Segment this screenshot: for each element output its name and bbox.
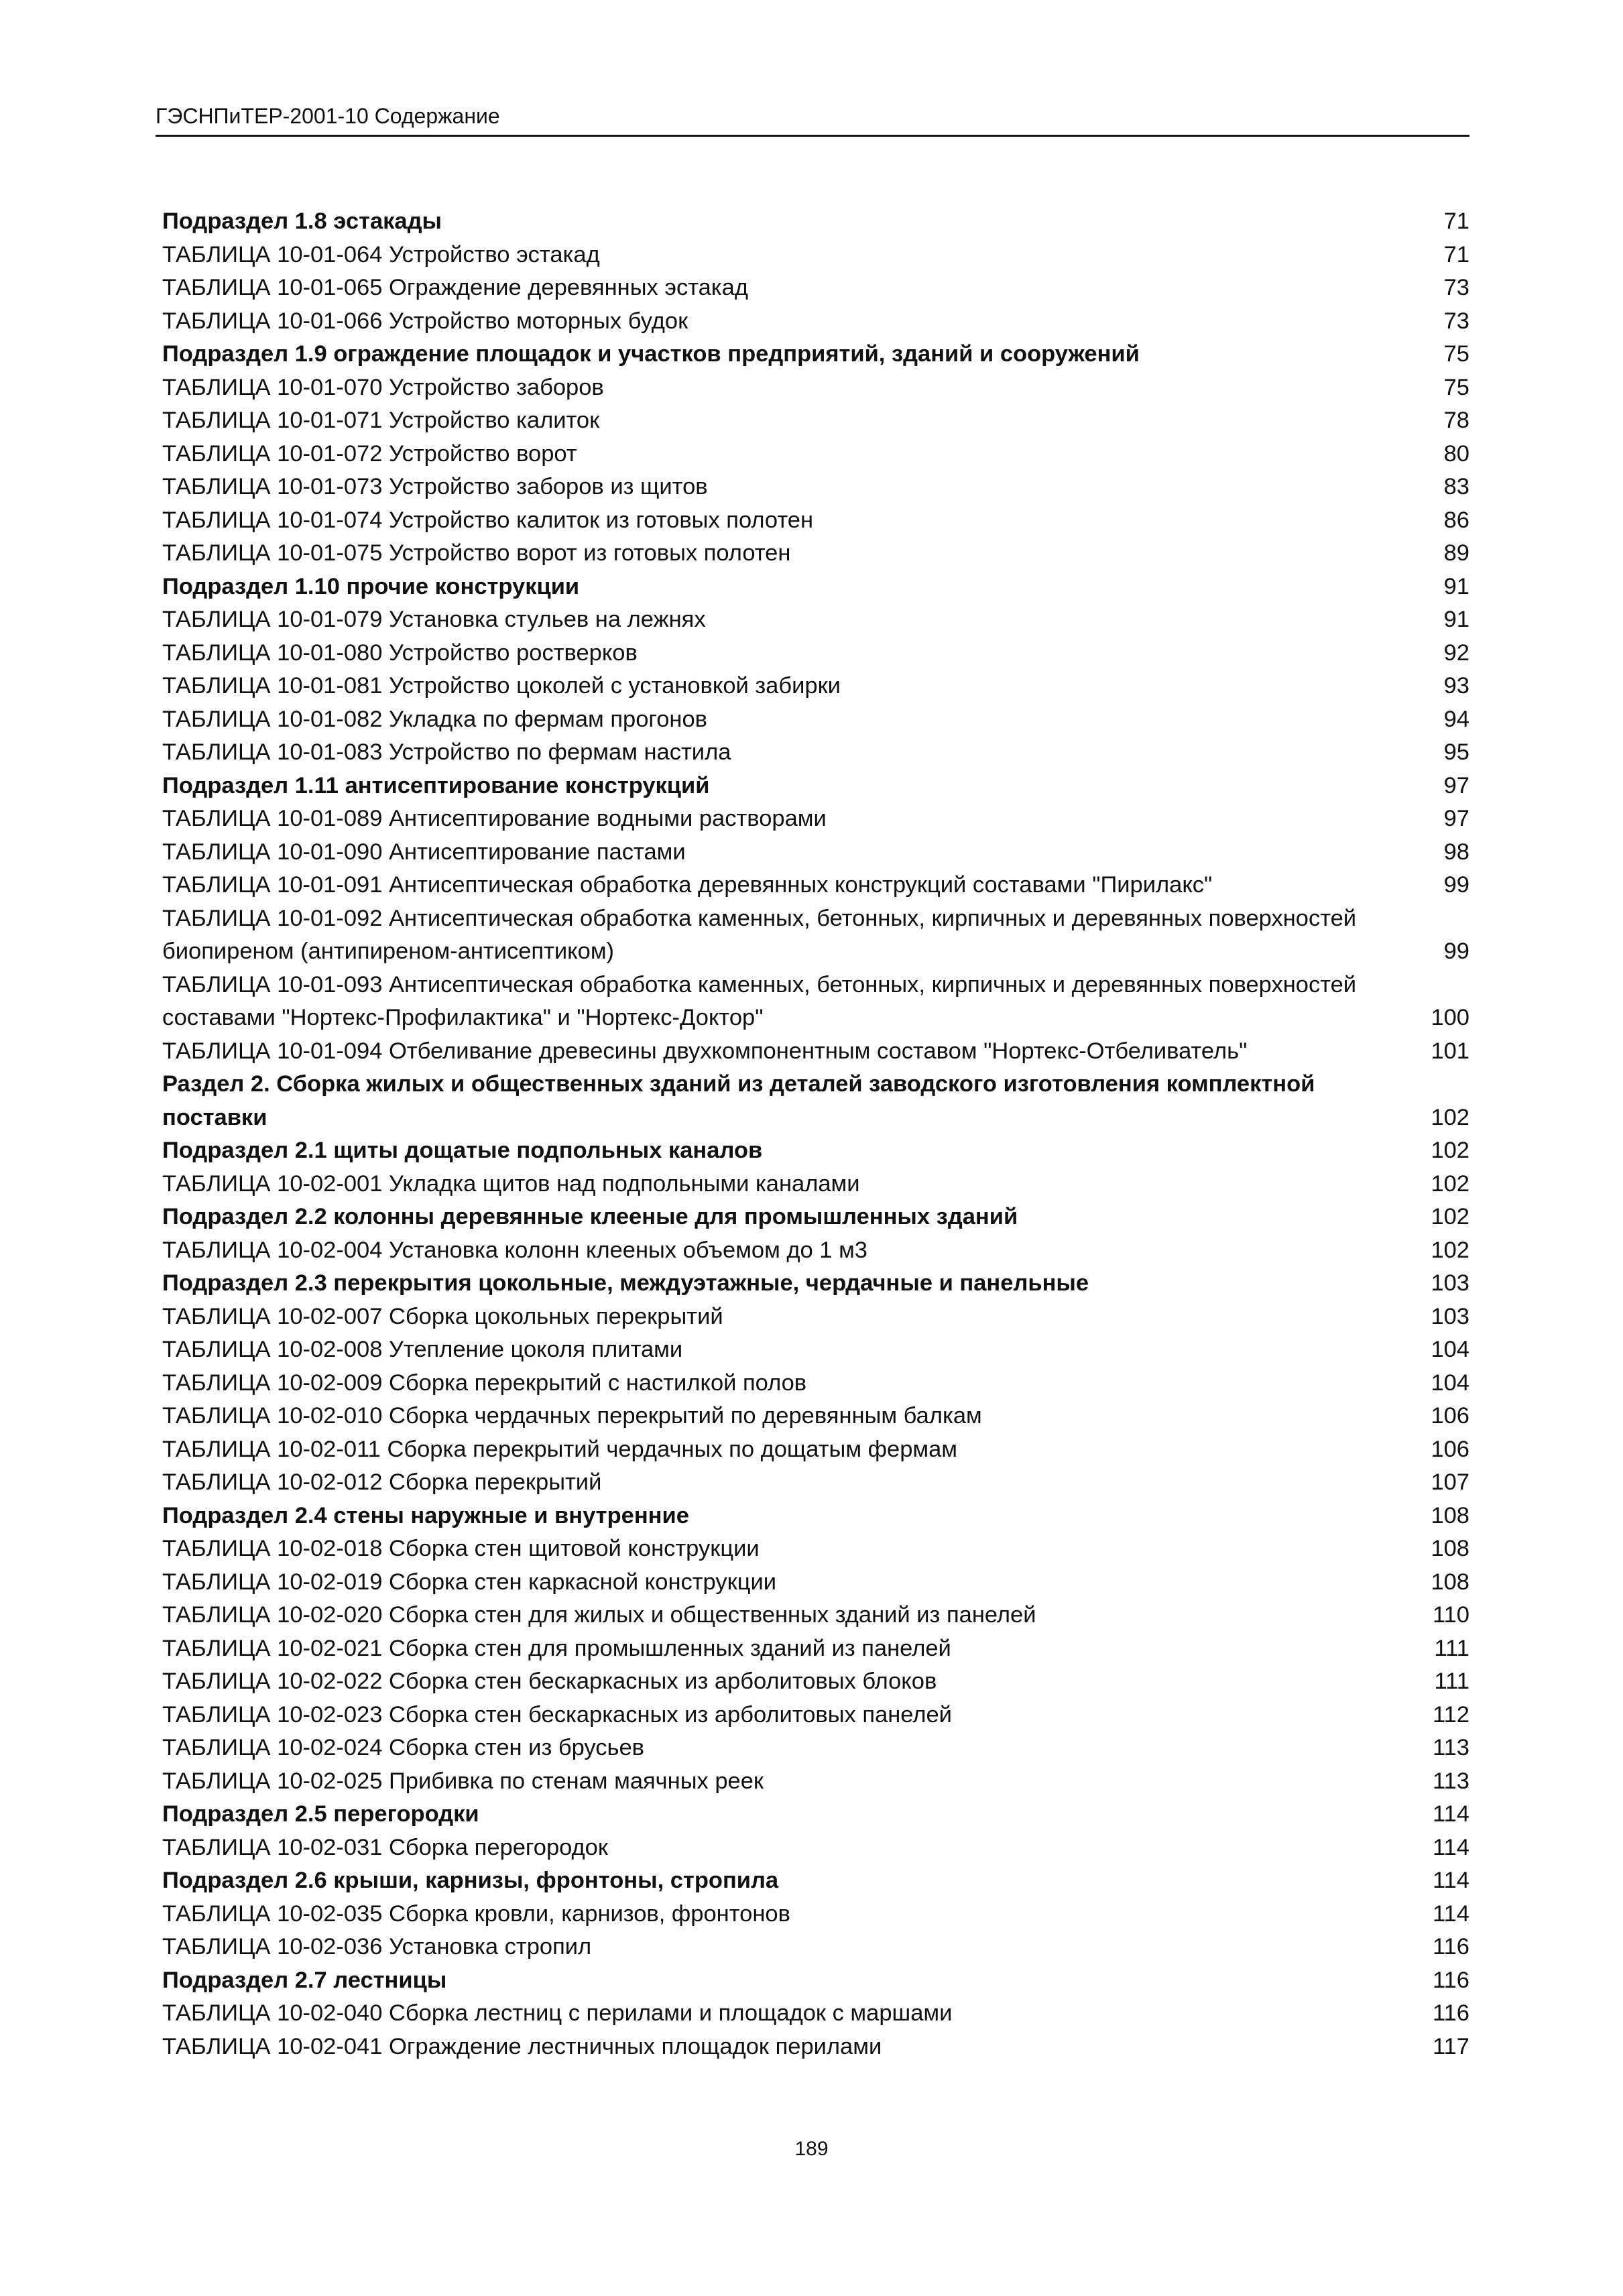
toc-section-heading[interactable] <box>162 1068 1469 1134</box>
toc-section-heading[interactable] <box>162 1134 1469 1168</box>
toc-entry-page: 116 <box>1432 1967 1469 1993</box>
toc-entry-title: ТАБЛИЦА 10-02-025 Прибивка по стенам маячных реек <box>162 1768 764 1794</box>
toc-entry-page: 116 <box>1432 2000 1469 2026</box>
toc-entry-page: 91 <box>1443 607 1469 632</box>
toc-entry-page: 99 <box>1443 939 1469 964</box>
toc-entry-page: 114 <box>1432 1801 1469 1827</box>
toc-entry-page: 102 <box>1431 1104 1469 1130</box>
toc-entry-title: Подраздел 2.3 перекрытия цокольные, междуэтажные, чердачные и панельные <box>162 1270 1089 1296</box>
toc-entry-title: ТАБЛИЦА 10-02-022 Сборка стен бескаркасных из арболитовых блоков <box>162 1669 937 1694</box>
toc-entry-page: 117 <box>1432 2033 1469 2059</box>
toc-entry-page: 83 <box>1443 474 1469 499</box>
toc-entry-page: 110 <box>1432 1602 1469 1628</box>
toc-entry-page: 100 <box>1431 1005 1469 1030</box>
toc-entry-page: 103 <box>1431 1303 1469 1329</box>
toc-entry-title: ТАБЛИЦА 10-01-071 Устройство калиток <box>162 408 600 433</box>
toc-section-heading[interactable] <box>162 205 1469 239</box>
toc-entry[interactable] <box>162 471 1469 504</box>
toc-entry-title: ТАБЛИЦА 10-02-024 Сборка стен из брусьев <box>162 1735 645 1760</box>
toc-entry-title: ТАБЛИЦА 10-01-080 Устройство ростверков <box>162 640 638 666</box>
page-header <box>156 103 1469 137</box>
toc-entry-page: 108 <box>1431 1536 1469 1561</box>
toc-entry-page: 86 <box>1443 507 1469 533</box>
toc-entry-title: ТАБЛИЦА 10-01-065 Ограждение деревянных эстакад <box>162 275 748 300</box>
toc-entry-title: ТАБЛИЦА 10-01-094 Отбеливание древесины двухкомпонентным составом "Нортекс-Отбеливатель" <box>162 1038 1248 1064</box>
toc-entry-title: ТАБЛИЦА 10-01-082 Укладка по фермам прогонов <box>162 706 707 732</box>
toc-entry-title: ТАБЛИЦА 10-02-007 Сборка цокольных перекрытий <box>162 1303 723 1329</box>
toc-entry[interactable] <box>162 969 1469 1035</box>
toc-entry-title: ТАБЛИЦА 10-01-083 Устройство по фермам настила <box>162 739 731 765</box>
toc-entry[interactable] <box>162 1566 1469 1599</box>
toc-entry-title: Подраздел 1.8 эстакады <box>162 208 442 234</box>
toc-entry-title: ТАБЛИЦА 10-01-079 Установка стульев на лежнях <box>162 607 706 632</box>
toc-entry-title: Раздел 2. Сборка жилых и общественных зданий из деталей заводского изготовления комплектной поставки <box>162 1071 1315 1130</box>
toc-entry-page: 71 <box>1443 208 1469 234</box>
toc-entry-title: ТАБЛИЦА 10-01-092 Антисептическая обработка каменных, бетонных, кирпичных и деревянных поверхностей биопиреном (антипиреном-антисептиком) <box>162 905 1357 964</box>
toc-section-heading[interactable] <box>162 770 1469 803</box>
toc-entry[interactable] <box>162 1168 1469 1201</box>
toc-entry[interactable] <box>162 1665 1469 1699</box>
toc-entry-title: ТАБЛИЦА 10-01-070 Устройство заборов <box>162 374 604 400</box>
toc-entry-page: 114 <box>1432 1868 1469 1893</box>
toc-entry-page: 104 <box>1431 1337 1469 1362</box>
toc-entry-title: Подраздел 2.2 колонны деревянные клееные для промышленных зданий <box>162 1204 1018 1229</box>
toc-entry-page: 102 <box>1431 1170 1469 1197</box>
toc-entry-title: ТАБЛИЦА 10-02-010 Сборка чердачных перекрытий по деревянным балкам <box>162 1403 982 1429</box>
toc-section-heading[interactable] <box>162 338 1469 371</box>
toc-entry-title: ТАБЛИЦА 10-02-011 Сборка перекрытий чердачных по дощатым фермам <box>162 1436 958 1462</box>
toc-entry[interactable] <box>162 902 1469 969</box>
toc-entry-page: 114 <box>1432 1900 1469 1927</box>
toc-entry-page: 102 <box>1431 1204 1469 1229</box>
toc-entry-page: 89 <box>1443 540 1469 566</box>
toc-entry-title: Подраздел 2.1 щиты дощатые подпольных каналов <box>162 1138 763 1163</box>
toc-entry[interactable] <box>162 836 1469 869</box>
toc-entry-page: 108 <box>1431 1502 1469 1528</box>
toc-entry-page: 101 <box>1431 1038 1469 1064</box>
toc-section-heading[interactable] <box>162 1864 1469 1898</box>
toc-entry[interactable] <box>162 1831 1469 1865</box>
toc-entry[interactable] <box>162 1599 1469 1632</box>
toc-entry-title: ТАБЛИЦА 10-02-012 Сборка перекрытий <box>162 1469 602 1495</box>
toc-entry-page: 97 <box>1443 772 1469 798</box>
toc-entry-page: 75 <box>1443 374 1469 400</box>
toc-entry-page: 93 <box>1443 673 1469 699</box>
toc-entry[interactable] <box>162 1632 1469 1666</box>
toc-section-heading[interactable] <box>162 1964 1469 1998</box>
toc-entry[interactable] <box>162 869 1469 902</box>
toc-entry-title: ТАБЛИЦА 10-02-035 Сборка кровли, карнизов, фронтонов <box>162 1900 790 1927</box>
toc-entry-title: ТАБЛИЦА 10-01-093 Антисептическая обработка каменных, бетонных, кирпичных и деревянных поверхностей составами "Нортекс-Профилактика" и "Нортекс-Доктор" <box>162 971 1357 1030</box>
toc-entry-title: ТАБЛИЦА 10-02-008 Утепление цоколя плитами <box>162 1337 683 1362</box>
toc-entry-title: ТАБЛИЦА 10-02-041 Ограждение лестничных площадок перилами <box>162 2033 882 2059</box>
toc-entry-title: ТАБЛИЦА 10-02-009 Сборка перекрытий с настилкой полов <box>162 1370 807 1396</box>
toc-entry-page: 95 <box>1443 739 1469 765</box>
toc-entry[interactable] <box>162 1301 1469 1334</box>
toc-entry-title: ТАБЛИЦА 10-01-090 Антисептирование пастами <box>162 839 686 865</box>
toc-entry[interactable] <box>162 537 1469 570</box>
toc-entry[interactable] <box>162 504 1469 538</box>
toc-entry-page: 112 <box>1432 1701 1469 1728</box>
toc-entry-page: 102 <box>1431 1138 1469 1163</box>
toc-entry-page: 99 <box>1443 872 1469 898</box>
toc-entry-title: Подраздел 2.4 стены наружные и внутренние <box>162 1502 689 1528</box>
toc-entry-page: 103 <box>1431 1270 1469 1296</box>
toc-entry-page: 107 <box>1431 1469 1469 1495</box>
toc-entry[interactable] <box>162 1765 1469 1799</box>
toc-entry-title: ТАБЛИЦА 10-01-081 Устройство цоколей с установкой забирки <box>162 673 841 699</box>
toc-entry[interactable] <box>162 438 1469 471</box>
toc-entry-title: ТАБЛИЦА 10-01-073 Устройство заборов из щитов <box>162 474 708 499</box>
toc-entry[interactable] <box>162 1997 1469 2031</box>
toc-section-heading[interactable] <box>162 1201 1469 1234</box>
toc-entry-title: ТАБЛИЦА 10-01-066 Устройство моторных будок <box>162 308 688 334</box>
toc-entry[interactable] <box>162 670 1469 703</box>
toc-entry[interactable] <box>162 239 1469 272</box>
toc-entry[interactable] <box>162 1333 1469 1367</box>
toc-entry-page: 111 <box>1434 1635 1469 1661</box>
toc-entry-page: 80 <box>1443 440 1469 467</box>
toc-entry-page: 106 <box>1431 1403 1469 1429</box>
toc-entry-title: ТАБЛИЦА 10-01-091 Антисептическая обработка деревянных конструкций составами "Пирилакс" <box>162 872 1213 898</box>
toc-entry-page: 98 <box>1443 839 1469 865</box>
toc-entry[interactable] <box>162 1466 1469 1500</box>
toc-section-heading[interactable] <box>162 1798 1469 1831</box>
toc-entry[interactable] <box>162 404 1469 438</box>
toc-section-heading[interactable] <box>162 1500 1469 1533</box>
toc-entry-title: ТАБЛИЦА 10-01-075 Устройство ворот из готовых полотен <box>162 540 791 566</box>
toc-entry[interactable] <box>162 736 1469 770</box>
table-of-contents <box>162 205 1469 2063</box>
toc-entry[interactable] <box>162 1433 1469 1467</box>
toc-entry[interactable] <box>162 703 1469 737</box>
toc-entry-page: 91 <box>1443 573 1469 599</box>
toc-entry-page: 71 <box>1443 241 1469 267</box>
toc-entry-title: ТАБЛИЦА 10-02-031 Сборка перегородок <box>162 1834 608 1860</box>
toc-entry-page: 73 <box>1443 308 1469 334</box>
toc-entry[interactable] <box>162 637 1469 670</box>
toc-entry[interactable] <box>162 1367 1469 1400</box>
toc-entry-page: 113 <box>1432 1768 1469 1794</box>
toc-entry-page: 73 <box>1443 275 1469 300</box>
toc-entry[interactable] <box>162 371 1469 405</box>
toc-entry-title: ТАБЛИЦА 10-02-001 Укладка щитов над подпольными каналами <box>162 1170 860 1197</box>
toc-entry-title: Подраздел 2.7 лестницы <box>162 1967 447 1993</box>
toc-entry-title: ТАБЛИЦА 10-02-020 Сборка стен для жилых и общественных зданий из панелей <box>162 1602 1036 1628</box>
toc-entry[interactable] <box>162 1931 1469 1964</box>
toc-entry[interactable] <box>162 802 1469 836</box>
toc-section-heading[interactable] <box>162 570 1469 604</box>
toc-entry-page: 94 <box>1443 706 1469 732</box>
toc-entry-title: Подраздел 2.6 крыши, карнизы, фронтоны, стропила <box>162 1868 779 1893</box>
toc-entry-page: 114 <box>1432 1834 1469 1860</box>
toc-entry-title: ТАБЛИЦА 10-02-018 Сборка стен щитовой конструкции <box>162 1536 760 1561</box>
toc-entry-title: ТАБЛИЦА 10-02-004 Установка колонн клееных объемом до 1 м3 <box>162 1237 867 1263</box>
page-number: 189 <box>794 2138 829 2160</box>
toc-entry-title: ТАБЛИЦА 10-02-023 Сборка стен бескаркасных из арболитовых панелей <box>162 1701 952 1728</box>
toc-entry-page: 113 <box>1432 1735 1469 1760</box>
toc-entry[interactable] <box>162 1732 1469 1765</box>
toc-entry-page: 75 <box>1443 341 1469 367</box>
toc-entry-title: ТАБЛИЦА 10-01-064 Устройство эстакад <box>162 241 600 267</box>
toc-entry-page: 78 <box>1443 408 1469 433</box>
toc-entry[interactable] <box>162 1400 1469 1433</box>
toc-entry-title: Подраздел 2.5 перегородки <box>162 1801 479 1827</box>
toc-section-heading[interactable] <box>162 1267 1469 1301</box>
toc-entry-page: 106 <box>1431 1436 1469 1462</box>
toc-entry-page: 116 <box>1432 1934 1469 1959</box>
toc-entry[interactable] <box>162 603 1469 637</box>
toc-entry-page: 92 <box>1443 640 1469 666</box>
toc-entry-page: 108 <box>1431 1569 1469 1595</box>
toc-entry-title: ТАБЛИЦА 10-02-040 Сборка лестниц с перилами и площадок с маршами <box>162 2000 953 2026</box>
toc-entry[interactable] <box>162 2031 1469 2064</box>
toc-entry-title: ТАБЛИЦА 10-01-074 Устройство калиток из готовых полотен <box>162 507 814 533</box>
toc-entry-page: 104 <box>1431 1370 1469 1396</box>
toc-entry[interactable] <box>162 1234 1469 1268</box>
toc-entry-page: 97 <box>1443 806 1469 831</box>
toc-entry[interactable] <box>162 271 1469 305</box>
toc-entry-title: Подраздел 1.11 антисептирование конструкций <box>162 772 710 798</box>
toc-entry[interactable] <box>162 1699 1469 1732</box>
toc-entry[interactable] <box>162 305 1469 339</box>
header-title: ГЭСНПиТЕР-2001-10 Содержание <box>156 104 500 128</box>
toc-entry[interactable] <box>162 1898 1469 1931</box>
toc-entry-title: ТАБЛИЦА 10-01-072 Устройство ворот <box>162 440 577 467</box>
toc-entry-title: Подраздел 1.10 прочие конструкции <box>162 573 580 599</box>
toc-entry[interactable] <box>162 1035 1469 1069</box>
toc-entry-page: 102 <box>1431 1237 1469 1263</box>
toc-entry-title: ТАБЛИЦА 10-02-019 Сборка стен каркасной конструкции <box>162 1569 777 1595</box>
toc-entry[interactable] <box>162 1532 1469 1566</box>
toc-entry-title: Подраздел 1.9 ограждение площадок и участков предприятий, зданий и сооружений <box>162 341 1140 367</box>
toc-entry-title: ТАБЛИЦА 10-02-021 Сборка стен для промышленных зданий из панелей <box>162 1635 951 1661</box>
toc-entry-page: 111 <box>1434 1669 1469 1694</box>
toc-entry-title: ТАБЛИЦА 10-02-036 Установка стропил <box>162 1934 592 1959</box>
toc-entry-title: ТАБЛИЦА 10-01-089 Антисептирование водными растворами <box>162 806 827 831</box>
